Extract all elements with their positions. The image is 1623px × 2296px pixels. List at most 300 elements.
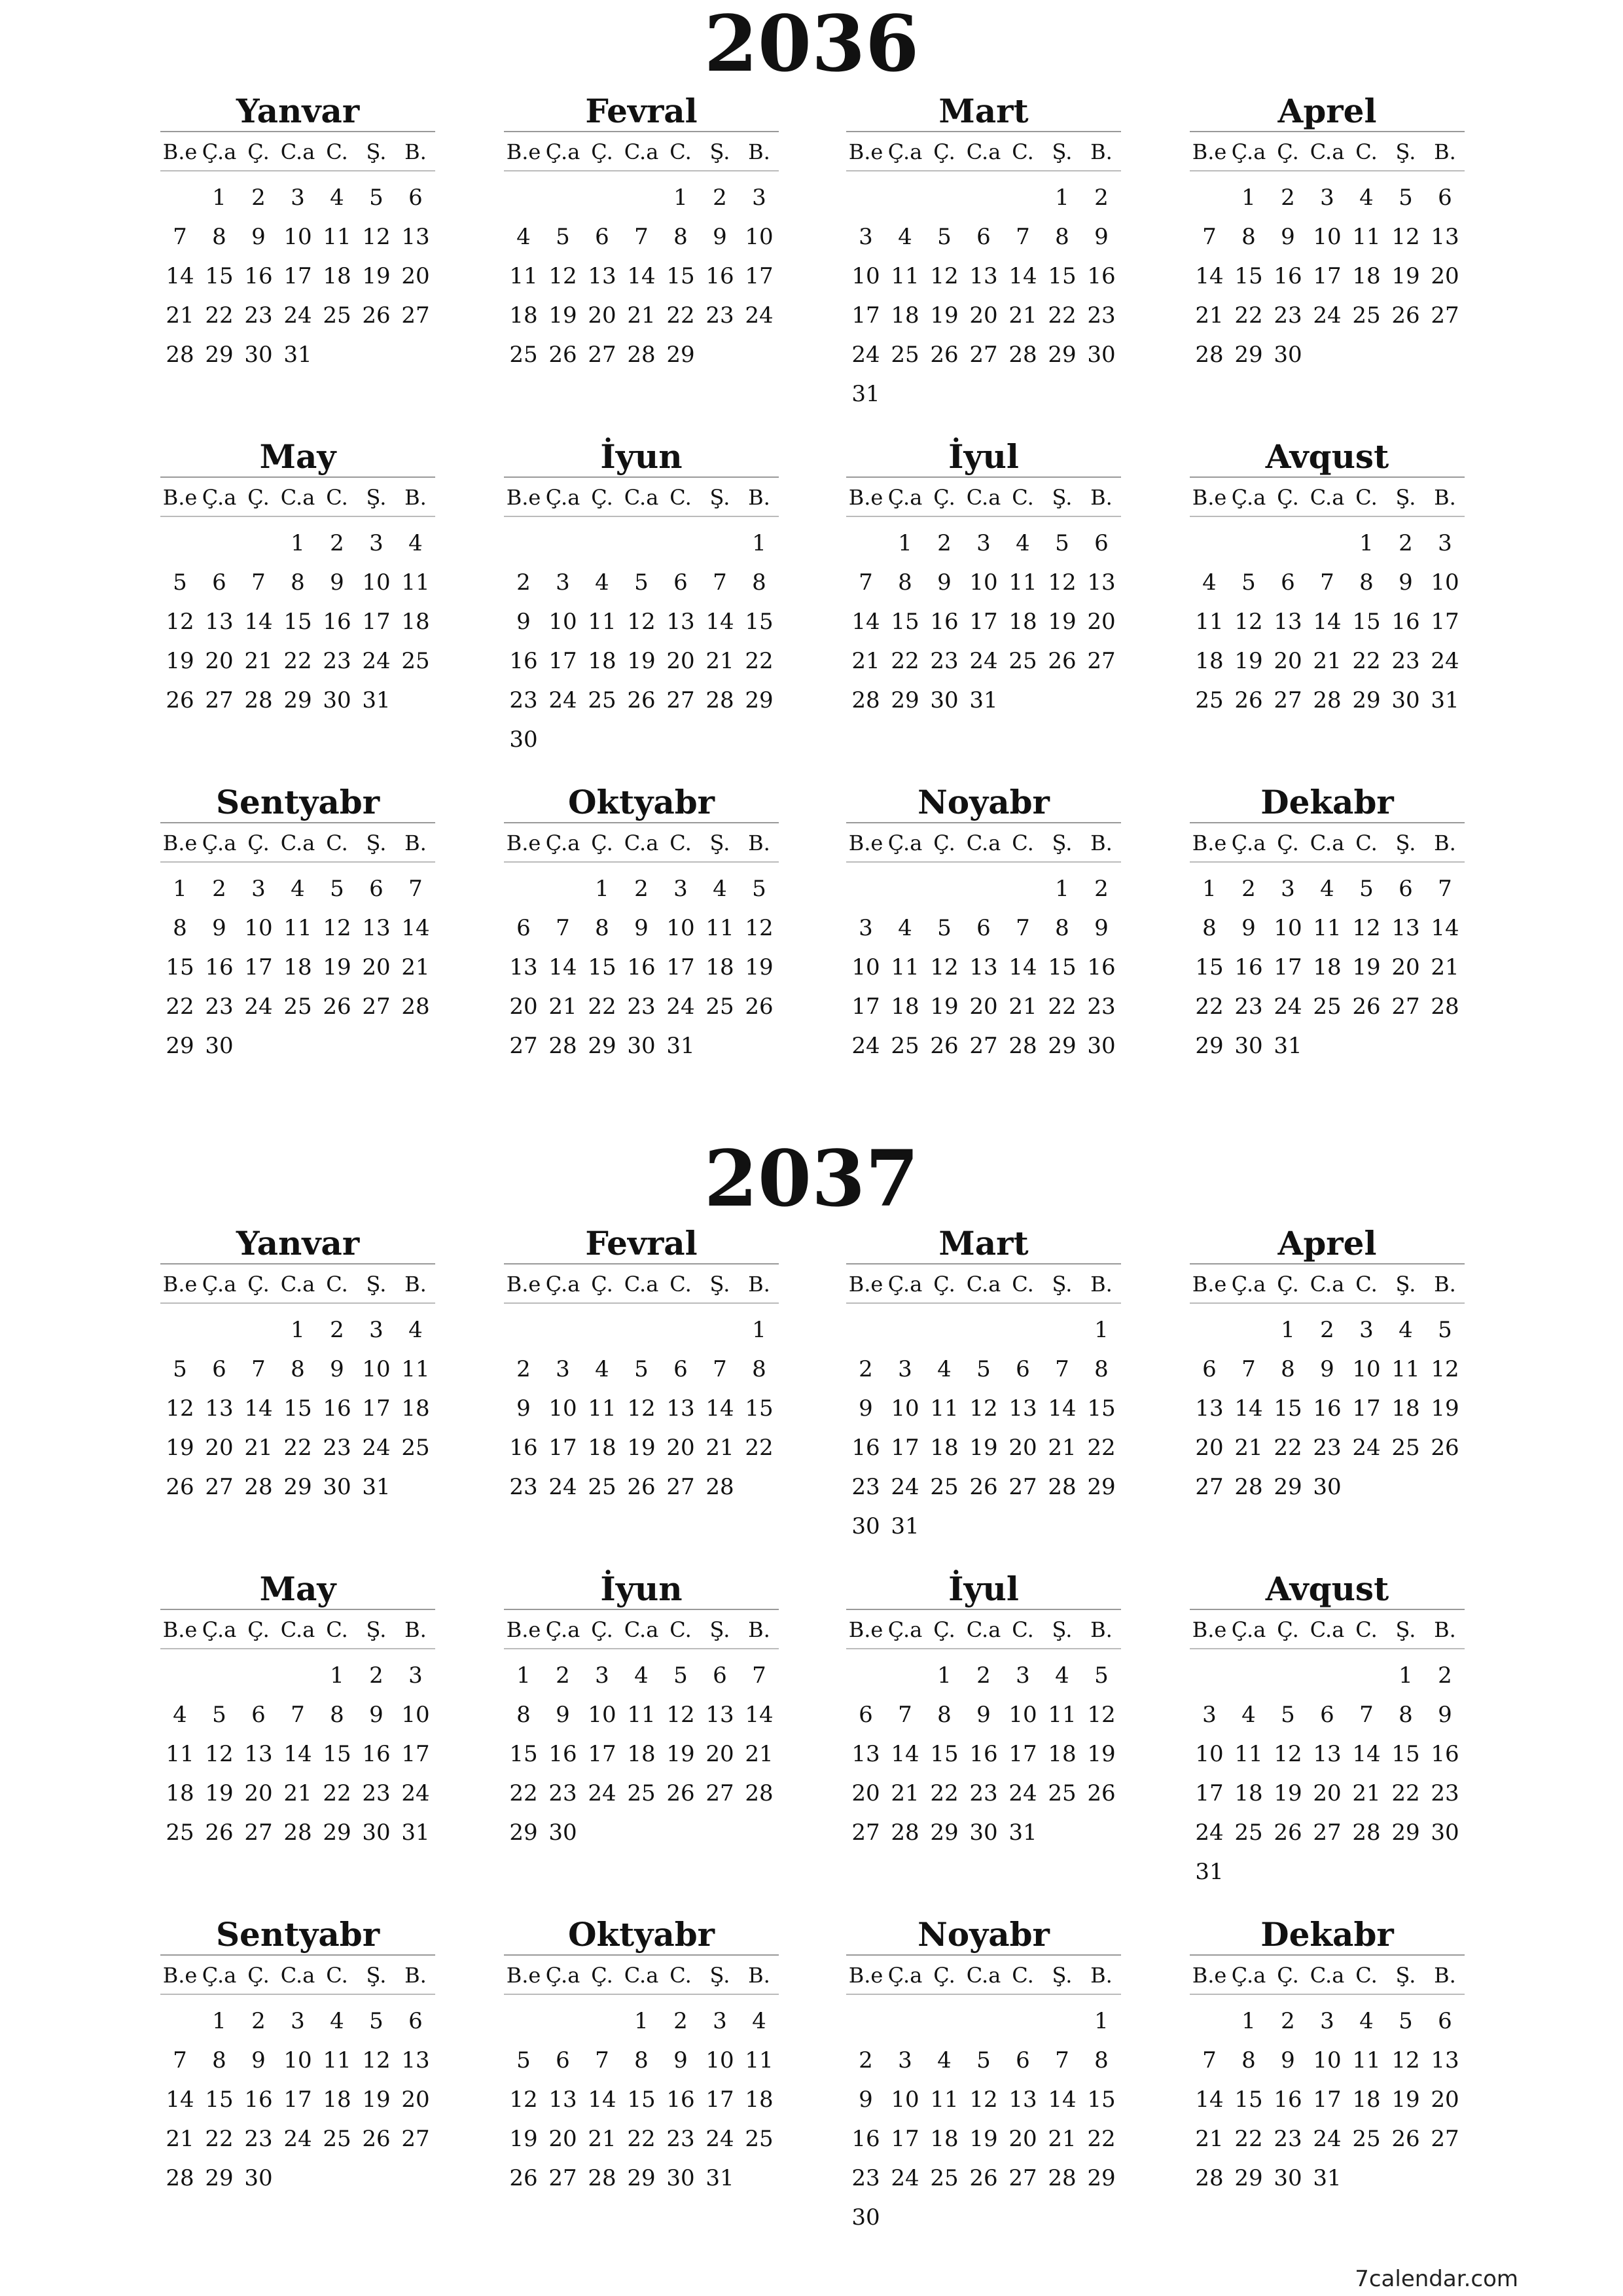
day-cell: 26	[930, 1033, 959, 1059]
weekday-label: C.	[1012, 831, 1034, 855]
day-cell: 13	[588, 263, 616, 289]
weekday-label: B.	[404, 139, 427, 164]
weekday-label: C.a	[624, 485, 659, 510]
weekday-label: Ş.	[1395, 831, 1416, 855]
day-cell: 7	[1016, 224, 1030, 250]
day-cell: 1	[1241, 185, 1256, 211]
day-cell: 10	[705, 2047, 734, 2073]
weekday-label: C.a	[1310, 139, 1345, 164]
day-cell: 15	[1048, 954, 1077, 980]
weekday-label: B.	[1434, 485, 1456, 510]
day-cell: 7	[1438, 876, 1452, 902]
day-cell: 18	[891, 994, 919, 1020]
weekday-header-row	[1190, 479, 1465, 517]
day-cell: 31	[1313, 2165, 1342, 2191]
day-cell: 16	[666, 2087, 695, 2113]
day-cell: 13	[205, 609, 234, 635]
day-cell: 13	[205, 1395, 234, 1422]
day-cell: 20	[205, 1435, 234, 1461]
day-cell: 22	[1048, 302, 1077, 329]
day-cell: 22	[509, 1780, 538, 1806]
day-cell: 12	[166, 609, 194, 635]
day-cell: 16	[323, 1395, 351, 1422]
weekday-label: C.a	[624, 1272, 659, 1297]
day-cell: 25	[891, 342, 919, 368]
day-cell: 29	[666, 342, 695, 368]
day-cell: 10	[244, 915, 273, 941]
day-cell: 26	[969, 2165, 998, 2191]
day-cell: 29	[323, 1820, 351, 1846]
day-cell: 6	[595, 224, 609, 250]
day-cell: 24	[283, 302, 312, 329]
day-cell: 24	[1195, 1820, 1224, 1846]
day-cell: 7	[173, 2047, 187, 2073]
weekday-label: Ş.	[366, 139, 387, 164]
weekday-header-row	[504, 1266, 779, 1304]
day-cell: 26	[1352, 994, 1381, 1020]
day-cell: 18	[705, 954, 734, 980]
day-cell: 12	[1352, 915, 1381, 941]
day-cell: 19	[362, 263, 391, 289]
day-cell: 18	[166, 1780, 194, 1806]
day-cell: 21	[1008, 302, 1037, 329]
day-cell: 19	[1391, 2087, 1420, 2113]
day-cell: 26	[627, 687, 656, 713]
day-cell: 9	[1320, 1356, 1334, 1382]
day-cell: 1	[330, 1662, 344, 1689]
day-cell: 26	[166, 687, 194, 713]
month-name: Mart	[846, 92, 1121, 132]
day-cell: 25	[1008, 648, 1037, 674]
day-cell: 27	[1008, 1474, 1037, 1500]
day-cell: 13	[1008, 1395, 1037, 1422]
day-cell: 8	[1094, 1356, 1109, 1382]
weekday-label: B.e	[162, 139, 198, 164]
weekday-header-row	[846, 1266, 1121, 1304]
day-cell: 6	[516, 915, 531, 941]
weekday-label: C.	[669, 139, 692, 164]
day-cell: 4	[1320, 876, 1334, 902]
day-cell: 8	[898, 569, 912, 596]
day-cell: 3	[408, 1662, 423, 1689]
day-cell: 23	[244, 2126, 273, 2152]
day-cell: 29	[891, 687, 919, 713]
weekday-label: Ç.	[591, 1272, 613, 1297]
day-cell: 14	[548, 954, 577, 980]
month-name: Fevral	[504, 92, 779, 132]
weekday-label: B.e	[1192, 1272, 1227, 1297]
day-cell: 16	[705, 263, 734, 289]
day-cell: 16	[1313, 1395, 1342, 1422]
day-cell: 26	[627, 1474, 656, 1500]
day-cell: 4	[937, 2047, 952, 2073]
day-cell: 19	[166, 1435, 194, 1461]
day-cell: 9	[369, 1702, 383, 1728]
day-cell: 31	[362, 1474, 391, 1500]
day-cell: 20	[1274, 648, 1302, 674]
day-cell: 21	[745, 1741, 774, 1767]
day-cell: 1	[752, 530, 766, 556]
weekday-label: Ç.a	[1231, 1272, 1266, 1297]
day-cell: 11	[1352, 224, 1381, 250]
day-cell: 27	[1431, 2126, 1459, 2152]
day-cell: 12	[930, 263, 959, 289]
day-cell: 3	[556, 1356, 570, 1382]
day-cell: 9	[1094, 915, 1109, 941]
day-cell: 3	[673, 876, 688, 902]
weekday-label: C.a	[280, 139, 315, 164]
day-cell: 18	[401, 1395, 430, 1422]
day-cell: 10	[666, 915, 695, 941]
day-cell: 20	[362, 954, 391, 980]
weekday-header-row	[504, 825, 779, 863]
day-cell: 27	[1195, 1474, 1224, 1500]
month-name: İyun	[504, 437, 779, 478]
weekday-label: B.	[748, 485, 770, 510]
weekday-label: Ç.a	[1231, 1963, 1266, 1988]
day-cell: 16	[244, 263, 273, 289]
day-cell: 27	[401, 2126, 430, 2152]
weekday-label: B.	[748, 831, 770, 855]
day-cell: 1	[673, 185, 688, 211]
day-cell: 24	[362, 1435, 391, 1461]
day-cell: 1	[1055, 185, 1069, 211]
day-cell: 14	[627, 263, 656, 289]
day-cell: 21	[851, 648, 880, 674]
day-cell: 18	[1391, 1395, 1420, 1422]
day-cell: 14	[166, 2087, 194, 2113]
weekday-header-row	[846, 134, 1121, 171]
day-cell: 20	[1087, 609, 1116, 635]
weekday-label: Ç.a	[887, 485, 923, 510]
day-cell: 5	[556, 224, 570, 250]
day-cell: 2	[634, 876, 649, 902]
day-cell: 8	[1055, 915, 1069, 941]
day-cell: 3	[1438, 530, 1452, 556]
weekday-label: Ş.	[366, 485, 387, 510]
day-cell: 5	[937, 915, 952, 941]
day-cell: 9	[251, 224, 266, 250]
day-cell: 17	[745, 263, 774, 289]
day-cell: 8	[1241, 224, 1256, 250]
weekday-label: C.	[669, 485, 692, 510]
day-cell: 14	[1352, 1741, 1381, 1767]
weekday-label: Ş.	[1052, 1617, 1073, 1642]
weekday-label: B.e	[506, 1272, 541, 1297]
day-cell: 22	[283, 648, 312, 674]
weekday-label: Ç.a	[887, 831, 923, 855]
day-cell: 15	[666, 263, 695, 289]
day-cell: 21	[244, 648, 273, 674]
weekday-label: B.e	[848, 139, 883, 164]
weekday-label: B.e	[162, 1617, 198, 1642]
day-cell: 12	[1087, 1702, 1116, 1728]
day-cell: 1	[212, 2008, 226, 2034]
day-cell: 14	[1008, 954, 1037, 980]
day-cell: 5	[1094, 1662, 1109, 1689]
day-cell: 29	[1048, 342, 1077, 368]
weekday-label: B.	[1090, 1963, 1113, 1988]
weekday-label: Ç.	[247, 1963, 270, 1988]
day-cell: 22	[1352, 648, 1381, 674]
day-cell: 9	[859, 1395, 873, 1422]
day-cell: 12	[1274, 1741, 1302, 1767]
weekday-label: C.	[1012, 139, 1034, 164]
day-cell: 1	[1094, 2008, 1109, 2034]
day-cell: 4	[516, 224, 531, 250]
day-cell: 17	[362, 1395, 391, 1422]
day-cell: 28	[588, 2165, 616, 2191]
weekday-header-row	[160, 1957, 435, 1995]
day-cell: 6	[1438, 185, 1452, 211]
weekday-label: Ç.a	[1231, 139, 1266, 164]
day-cell: 23	[244, 302, 273, 329]
day-cell: 16	[851, 2126, 880, 2152]
day-cell: 5	[752, 876, 766, 902]
day-cell: 11	[588, 1395, 616, 1422]
day-cell: 7	[291, 1702, 305, 1728]
day-cell: 2	[976, 1662, 991, 1689]
day-cell: 22	[166, 994, 194, 1020]
day-cell: 20	[666, 648, 695, 674]
day-cell: 13	[666, 1395, 695, 1422]
weekday-label: Ç.	[247, 139, 270, 164]
day-cell: 30	[509, 726, 538, 753]
day-cell: 21	[401, 954, 430, 980]
weekday-header-row	[160, 134, 435, 171]
day-cell: 20	[1008, 1435, 1037, 1461]
day-cell: 8	[291, 1356, 305, 1382]
day-cell: 27	[362, 994, 391, 1020]
day-cell: 6	[556, 2047, 570, 2073]
day-cell: 8	[634, 2047, 649, 2073]
day-cell: 24	[1352, 1435, 1381, 1461]
weekday-label: B.	[404, 485, 427, 510]
day-cell: 22	[627, 2126, 656, 2152]
day-cell: 8	[1399, 1702, 1413, 1728]
day-cell: 12	[548, 263, 577, 289]
day-cell: 21	[1048, 1435, 1077, 1461]
day-cell: 13	[1195, 1395, 1224, 1422]
day-cell: 5	[634, 569, 649, 596]
weekday-label: Ç.	[1277, 485, 1299, 510]
day-cell: 17	[548, 1435, 577, 1461]
day-cell: 28	[166, 342, 194, 368]
weekday-label: C.	[669, 831, 692, 855]
weekday-label: Ç.	[1277, 1617, 1299, 1642]
day-cell: 4	[634, 1662, 649, 1689]
day-cell: 25	[930, 1474, 959, 1500]
month-name: Noyabr	[846, 1915, 1121, 1956]
day-cell: 12	[1391, 2047, 1420, 2073]
day-cell: 14	[1048, 2087, 1077, 2113]
day-cell: 13	[1431, 224, 1459, 250]
day-cell: 5	[1241, 569, 1256, 596]
day-cell: 1	[516, 1662, 531, 1689]
day-cell: 21	[1048, 2126, 1077, 2152]
day-cell: 19	[323, 954, 351, 980]
weekday-label: B.e	[162, 1963, 198, 1988]
month-name: İyun	[504, 1570, 779, 1610]
day-cell: 4	[1399, 1317, 1413, 1343]
day-cell: 24	[851, 342, 880, 368]
weekday-label: C.	[1355, 1617, 1378, 1642]
day-cell: 21	[166, 302, 194, 329]
day-cell: 29	[1352, 687, 1381, 713]
day-cell: 28	[705, 1474, 734, 1500]
weekday-label: C.	[326, 1272, 348, 1297]
weekday-label: Ş.	[709, 831, 730, 855]
day-cell: 15	[1234, 2087, 1263, 2113]
day-cell: 30	[1391, 687, 1420, 713]
day-cell: 8	[1281, 1356, 1295, 1382]
day-cell: 11	[1352, 2047, 1381, 2073]
day-cell: 31	[401, 1820, 430, 1846]
day-cell: 10	[1313, 2047, 1342, 2073]
day-cell: 29	[283, 1474, 312, 1500]
day-cell: 17	[851, 994, 880, 1020]
day-cell: 30	[851, 2204, 880, 2231]
day-cell: 22	[283, 1435, 312, 1461]
weekday-label: B.e	[848, 1272, 883, 1297]
day-cell: 8	[595, 915, 609, 941]
day-cell: 27	[588, 342, 616, 368]
weekday-label: Ş.	[1052, 831, 1073, 855]
day-cell: 23	[1234, 994, 1263, 1020]
day-cell: 1	[634, 2008, 649, 2034]
day-cell: 20	[401, 2087, 430, 2113]
day-cell: 27	[1391, 994, 1420, 1020]
day-cell: 18	[323, 2087, 351, 2113]
weekday-label: Ş.	[1395, 1963, 1416, 1988]
day-cell: 31	[1274, 1033, 1302, 1059]
day-cell: 30	[969, 1820, 998, 1846]
day-cell: 21	[1195, 2126, 1224, 2152]
day-cell: 16	[244, 2087, 273, 2113]
day-cell: 27	[1087, 648, 1116, 674]
weekday-label: Ç.	[247, 1617, 270, 1642]
day-cell: 9	[713, 224, 727, 250]
day-cell: 10	[891, 2087, 919, 2113]
day-cell: 25	[401, 648, 430, 674]
day-cell: 22	[1274, 1435, 1302, 1461]
day-cell: 25	[1352, 302, 1381, 329]
day-cell: 4	[330, 2008, 344, 2034]
day-cell: 14	[891, 1741, 919, 1767]
day-cell: 3	[291, 2008, 305, 2034]
weekday-header-row	[504, 134, 779, 171]
day-cell: 15	[1195, 954, 1224, 980]
day-cell: 25	[1195, 687, 1224, 713]
day-cell: 19	[1391, 263, 1420, 289]
day-cell: 20	[244, 1780, 273, 1806]
day-cell: 2	[859, 1356, 873, 1382]
day-cell: 5	[1399, 185, 1413, 211]
day-cell: 6	[1094, 530, 1109, 556]
day-cell: 18	[627, 1741, 656, 1767]
day-cell: 2	[1094, 876, 1109, 902]
day-cell: 28	[1234, 1474, 1263, 1500]
day-cell: 20	[588, 302, 616, 329]
day-cell: 8	[330, 1702, 344, 1728]
day-cell: 5	[173, 569, 187, 596]
day-cell: 8	[752, 569, 766, 596]
day-cell: 17	[1008, 1741, 1037, 1767]
day-cell: 14	[1195, 2087, 1224, 2113]
day-cell: 9	[673, 2047, 688, 2073]
weekday-label: B.	[1434, 1963, 1456, 1988]
weekday-label: C.a	[624, 831, 659, 855]
day-cell: 10	[283, 224, 312, 250]
day-cell: 26	[1087, 1780, 1116, 1806]
weekday-label: B.	[748, 139, 770, 164]
weekday-label: Ç.	[591, 831, 613, 855]
day-cell: 25	[509, 342, 538, 368]
weekday-label: B.e	[848, 1617, 883, 1642]
day-cell: 3	[251, 876, 266, 902]
day-cell: 3	[1359, 1317, 1374, 1343]
day-cell: 3	[595, 1662, 609, 1689]
day-cell: 17	[401, 1741, 430, 1767]
day-cell: 31	[666, 1033, 695, 1059]
weekday-label: B.e	[1192, 485, 1227, 510]
weekday-label: C.a	[624, 1963, 659, 1988]
day-cell: 15	[166, 954, 194, 980]
day-cell: 16	[627, 954, 656, 980]
day-cell: 20	[1313, 1780, 1342, 1806]
day-cell: 3	[1202, 1702, 1217, 1728]
day-cell: 12	[1391, 224, 1420, 250]
day-cell: 11	[283, 915, 312, 941]
day-cell: 13	[1087, 569, 1116, 596]
day-cell: 16	[1087, 954, 1116, 980]
day-cell: 18	[588, 648, 616, 674]
day-cell: 13	[1431, 2047, 1459, 2073]
weekday-label: B.	[1090, 139, 1113, 164]
day-cell: 22	[1087, 1435, 1116, 1461]
day-cell: 4	[1359, 185, 1374, 211]
day-cell: 16	[1234, 954, 1263, 980]
day-cell: 10	[1274, 915, 1302, 941]
day-cell: 6	[976, 915, 991, 941]
day-cell: 18	[509, 302, 538, 329]
day-cell: 10	[1352, 1356, 1381, 1382]
day-cell: 24	[548, 1474, 577, 1500]
day-cell: 17	[705, 2087, 734, 2113]
day-cell: 9	[1281, 2047, 1295, 2073]
day-cell: 15	[891, 609, 919, 635]
day-cell: 25	[745, 2126, 774, 2152]
day-cell: 24	[548, 687, 577, 713]
day-cell: 13	[362, 915, 391, 941]
day-cell: 27	[705, 1780, 734, 1806]
day-cell: 15	[1087, 2087, 1116, 2113]
weekday-label: B.	[404, 1272, 427, 1297]
day-cell: 19	[627, 648, 656, 674]
day-cell: 23	[362, 1780, 391, 1806]
day-cell: 22	[323, 1780, 351, 1806]
day-cell: 24	[588, 1780, 616, 1806]
day-cell: 2	[1399, 530, 1413, 556]
day-cell: 14	[1431, 915, 1459, 941]
weekday-label: C.a	[1310, 1617, 1345, 1642]
month-name: İyul	[846, 1570, 1121, 1610]
weekday-label: B.	[1090, 1272, 1113, 1297]
day-cell: 17	[1195, 1780, 1224, 1806]
day-cell: 23	[1313, 1435, 1342, 1461]
weekday-label: B.	[748, 1963, 770, 1988]
day-cell: 28	[548, 1033, 577, 1059]
